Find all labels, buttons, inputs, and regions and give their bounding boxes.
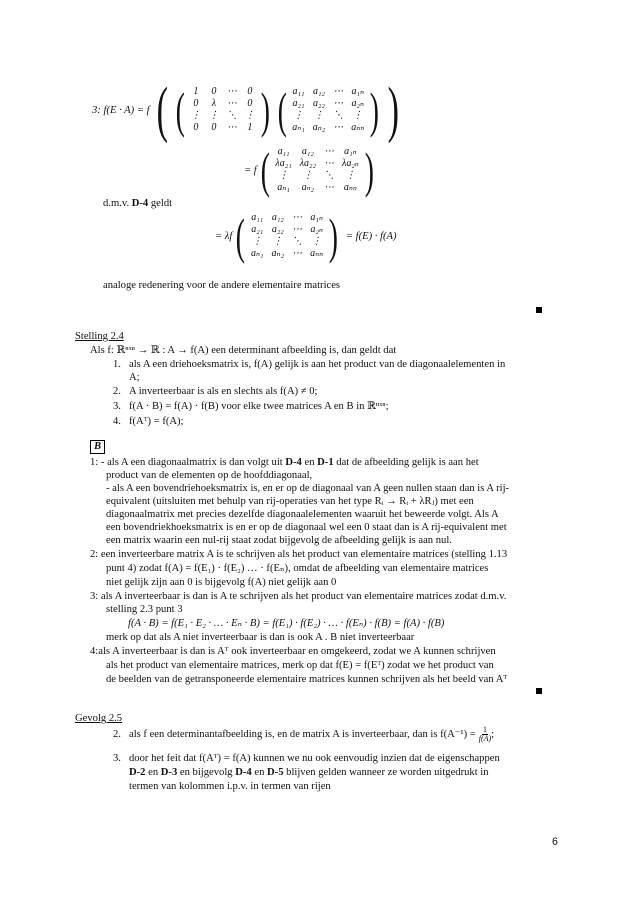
equation-second-prefix: = f bbox=[244, 164, 257, 176]
page-number: 6 bbox=[552, 836, 558, 848]
matrix-cell: ⋯ bbox=[324, 182, 334, 193]
matrix-cell: ⋮ bbox=[208, 110, 219, 121]
matrix-cell: ⋱ bbox=[324, 170, 334, 181]
stelling-item-2-num: 2. bbox=[113, 386, 121, 397]
matrix-cell: ⋯ bbox=[333, 86, 344, 97]
gevolg-item-2-num: 2. bbox=[113, 729, 121, 740]
bewijs-p3-l1: 3: als A inverteerbaar is dan is A te schrijven als het product van elementaire matrices zodat d.m.v. bbox=[90, 591, 507, 602]
matrix-cell: 1 bbox=[193, 86, 199, 97]
qed-square-1 bbox=[536, 307, 542, 313]
matrix-cell: aₙ₁ bbox=[277, 182, 290, 193]
bewijs-p1-l6: een bovendriekhoeksmatrix is en er op de diagonaal wel een 0 staat dan is A rij-equivalent met bbox=[106, 522, 507, 533]
matrix-a-grid bbox=[290, 86, 366, 134]
matrix-cell: a₂ₙ bbox=[351, 98, 365, 109]
stelling-item-1-num: 1. bbox=[113, 359, 121, 370]
elementary-matrix-grid bbox=[189, 86, 257, 134]
outer-paren-left: ( bbox=[156, 76, 168, 144]
matrix-cell: a₂₁ bbox=[292, 98, 305, 109]
equation-third-prefix: = λf bbox=[215, 230, 233, 242]
matrix-cell: ⋮ bbox=[293, 110, 304, 121]
matrix-cell: a₁ₙ bbox=[344, 146, 357, 157]
matrix-cell: ⋯ bbox=[324, 146, 334, 157]
equation-line-1 bbox=[92, 76, 404, 144]
gevolg-item-3-line-1: door het feit dat f(Aᵀ) = f(A) kunnen we nu ook eenvoudig inzien dat de eigenschappen bbox=[129, 753, 500, 764]
matrix-cell: 0 bbox=[193, 98, 199, 109]
stelling-item-4-line-1: f(Aᵀ) = f(A); bbox=[129, 416, 184, 427]
fraction-denominator: f(A) bbox=[478, 733, 492, 743]
matrix-cell: ⋱ bbox=[226, 110, 237, 121]
matrix-cell: 1 bbox=[247, 122, 253, 133]
lambda-matrix: ( a₁₁ a₁₂ ⋯ a₁ₙ λa₂₁ λa₂₂ ⋯ λa₂ₙ ⋮ ⋮ ⋱ ⋮ aₙ₁ aₙ₂ ⋯ aₙₙ ) bbox=[260, 142, 374, 198]
matrix-cell: ⋯ bbox=[226, 98, 237, 109]
matrix-cell: a₁₂ bbox=[313, 86, 325, 97]
matrix-cell: ⋯ bbox=[324, 158, 334, 169]
matrix-a-second-grid bbox=[249, 212, 325, 260]
matrix-cell: λa₂ₙ bbox=[342, 158, 359, 169]
analoge-text: analoge redenering voor de andere elementaire matrices bbox=[103, 280, 341, 291]
matrix-cell: 0 bbox=[211, 86, 217, 97]
bewijs-p1-l4: equivalent (uitsluiten met behulp van rij-operaties van het type Rᵢ → Rᵢ + λRⱼ) met een bbox=[106, 496, 474, 507]
bewijs-box: B bbox=[90, 440, 105, 454]
gevolg-item-2-text: als f een determinantafbeelding is, en de matrix A is inverteerbaar, dan is f(A⁻¹) = bbox=[129, 728, 476, 740]
bewijs-p3-equation: f(A · B) = f(E₁ · E₂ · … · Eₙ · B) = f(E₁) · f(E₂) · … · f(Eₙ) · f(B) = f(A) · f(B) bbox=[128, 618, 445, 629]
matrix-cell: ⋮ bbox=[352, 110, 363, 121]
equation-line-2 bbox=[244, 142, 378, 198]
fraction-numerator: 1 bbox=[482, 724, 487, 734]
matrix-cell: aₙ₂ bbox=[271, 248, 285, 259]
stelling-title: Stelling 2.4 bbox=[75, 331, 124, 342]
matrix-cell: ⋮ bbox=[244, 110, 255, 121]
bewijs-p1-l3: - als A een bovendriehoeksmatrix is, en er op de diagonaal van A geen nullen staan dan is A rij- bbox=[106, 483, 510, 494]
equation-line-3 bbox=[215, 208, 397, 264]
matrix-cell: λa₂₂ bbox=[299, 158, 316, 169]
bewijs-p2-l2: punt 4) zodat f(A) = f(E₁) · f(E₂) … · f(Eₙ), omdat de afbeelding van elementaire matrices bbox=[106, 563, 489, 574]
gevolg-item-3-line-2: D-2 en D-3 en bijgevolg D-4 en D-5 blijven gelden wanneer ze worden uitgedrukt in bbox=[129, 767, 489, 778]
equation-third-suffix: = f(E) · f(A) bbox=[345, 230, 397, 242]
matrix-cell: aₙ₂ bbox=[312, 122, 326, 133]
matrix-cell: aₙₙ bbox=[351, 122, 365, 133]
gevolg-item-2 bbox=[129, 724, 494, 744]
matrix-cell: ⋯ bbox=[333, 98, 344, 109]
stelling-item-1-line-1: als A een driehoeksmatrix is, f(A) gelijk is aan het product van de diagonaalelementen in bbox=[129, 359, 506, 370]
bewijs-p3-end: merk op dat als A niet inverteerbaar is dan is ook A . B niet inverteerbaar bbox=[106, 632, 415, 643]
matrix-cell: a₂₁ bbox=[251, 224, 264, 235]
matrix-cell: 0 bbox=[211, 122, 217, 133]
stelling-item-1-line-2: A; bbox=[129, 372, 140, 383]
dmv-text: d.m.v. bbox=[103, 198, 132, 209]
elementary-matrix: ( 1 0 ⋯ 0 0 λ ⋯ 0 ⋮ ⋮ ⋱ ⋮ 0 0 ⋯ 1 ) bbox=[175, 82, 270, 138]
stelling-item-3-line-1: f(A · B) = f(A) · f(B) voor elke twee matrices A en B in ℝⁿˣⁿ; bbox=[129, 401, 389, 412]
matrix-cell: ⋮ bbox=[278, 170, 289, 181]
matrix-cell: a₁₁ bbox=[277, 146, 290, 157]
matrix-cell: a₂₂ bbox=[271, 224, 284, 235]
matrix-a: ( a₁₁ a₁₂ ⋯ a₁ₙ a₂₁ a₂₂ ⋯ a₂ₙ ⋮ ⋮ ⋱ ⋮ aₙ₁ aₙ₂ ⋯ aₙₙ ) bbox=[277, 82, 380, 138]
matrix-cell: 0 bbox=[247, 98, 253, 109]
bewijs-p1-l2: product van de elementen op de hoofddiagonaal, bbox=[106, 470, 313, 481]
matrix-cell: λa₂₁ bbox=[275, 158, 292, 169]
dmv-bold: D-4 bbox=[131, 198, 149, 209]
matrix-cell: ⋱ bbox=[333, 110, 344, 121]
outer-paren-right: ) bbox=[387, 76, 400, 144]
matrix-cell: ⋮ bbox=[252, 236, 263, 247]
gevolg-item-3-line-3: termen van kolommen i.p.v. in termen van rijen bbox=[129, 781, 331, 792]
matrix-cell: a₁ₙ bbox=[351, 86, 365, 97]
matrix-cell: a₁ₙ bbox=[310, 212, 323, 223]
matrix-cell: ⋮ bbox=[345, 170, 356, 181]
stelling-item-4-num: 4. bbox=[113, 416, 121, 427]
gevolg-item-3-num: 3. bbox=[113, 753, 121, 764]
bewijs-p2-l1: 2: een inverteerbare matrix A is te schrijven als het product van elementaire matrices (stelling 1.13 bbox=[90, 549, 508, 560]
bewijs-p4-l2: als het product van elementaire matrices, merk op dat f(E) = f(Eᵀ) zodat we het product van bbox=[106, 660, 494, 671]
matrix-cell: ⋯ bbox=[292, 212, 303, 223]
bewijs-p4-l1: 4:als A inverteerbaar is dan is Aᵀ ook inverteerbaar en omgekeerd, zodat we A kunnen schrijven bbox=[90, 646, 496, 657]
matrix-cell: a₁₁ bbox=[292, 86, 305, 97]
matrix-cell: aₙ₂ bbox=[301, 182, 315, 193]
bewijs-p1-l5: diagonaalmatrix met precies dezelfde diagonaalelementen waaruit het beweerde volgt. Als A bbox=[106, 509, 499, 520]
matrix-cell: a₂ₙ bbox=[310, 224, 323, 235]
matrix-cell: ⋮ bbox=[313, 110, 324, 121]
matrix-cell: aₙₙ bbox=[343, 182, 357, 193]
matrix-cell: ⋮ bbox=[302, 170, 313, 181]
matrix-a-second: ( a₁₁ a₁₂ ⋯ a₁ₙ a₂₁ a₂₂ ⋯ a₂ₙ ⋮ ⋮ ⋱ ⋮ aₙ₁ aₙ₂ ⋯ aₙₙ ) bbox=[236, 208, 339, 264]
dmv-post: geldt bbox=[148, 198, 173, 209]
matrix-cell: ⋮ bbox=[190, 110, 201, 121]
stelling-intro: Als f: ℝⁿˣⁿ → ℝ : A → f(A) een determinant afbeelding is, dan geldt dat bbox=[90, 345, 397, 356]
matrix-cell: ⋱ bbox=[292, 236, 303, 247]
matrix-cell: a₁₂ bbox=[301, 146, 314, 157]
gevolg-item-2-end: ; bbox=[491, 728, 495, 740]
matrix-cell: ⋮ bbox=[272, 236, 283, 247]
gevolg-title: Gevolg 2.5 bbox=[75, 713, 123, 724]
matrix-cell: ⋮ bbox=[311, 236, 322, 247]
matrix-cell: aₙ₁ bbox=[251, 248, 264, 259]
matrix-cell: aₙ₁ bbox=[292, 122, 305, 133]
bewijs-p1-l1: 1: - als A een diagonaalmatrix is dan volgt uit D-4 en D-1 dat de afbeelding gelijk is aan het bbox=[90, 457, 479, 468]
bewijs-p2-l3: niet gelijk zijn aan 0 is bijgevolg f(A) niet gelijk aan 0 bbox=[106, 577, 337, 588]
bewijs-p4-l3: de beelden van de getransponeerde elementaire matrices kunnen schrijven als het beeld van Aᵀ bbox=[106, 674, 508, 685]
matrix-cell: ⋯ bbox=[226, 86, 237, 97]
matrix-cell: aₙₙ bbox=[310, 248, 324, 259]
matrix-cell: λ bbox=[211, 98, 217, 109]
inverse-fraction bbox=[479, 726, 491, 743]
bewijs-p1-l7: een matrix waarin een nul-rij staat zodat bijgevolg de afbeelding gelijk is aan nul. bbox=[106, 535, 452, 546]
matrix-cell: 0 bbox=[193, 122, 199, 133]
qed-square-2 bbox=[536, 688, 542, 694]
lambda-matrix-grid bbox=[273, 146, 360, 194]
matrix-cell: ⋯ bbox=[292, 248, 303, 259]
bewijs-p3-l2: stelling 2.3 punt 3 bbox=[106, 604, 183, 615]
matrix-cell: a₂₂ bbox=[313, 98, 325, 109]
matrix-cell: ⋯ bbox=[292, 224, 303, 235]
matrix-cell: a₁₁ bbox=[251, 212, 264, 223]
equation-prefix: 3: f(E · A) = f bbox=[92, 104, 150, 116]
matrix-cell: ⋯ bbox=[333, 122, 344, 133]
stelling-item-3-num: 3. bbox=[113, 401, 121, 412]
stelling-item-2-line-1: A inverteerbaar is als en slechts als f(A) ≠ 0; bbox=[129, 386, 318, 397]
matrix-cell: a₁₂ bbox=[271, 212, 284, 223]
matrix-cell: 0 bbox=[247, 86, 253, 97]
matrix-cell: ⋯ bbox=[226, 122, 237, 133]
dmv-line bbox=[103, 197, 172, 210]
bewijs-label bbox=[90, 440, 105, 454]
